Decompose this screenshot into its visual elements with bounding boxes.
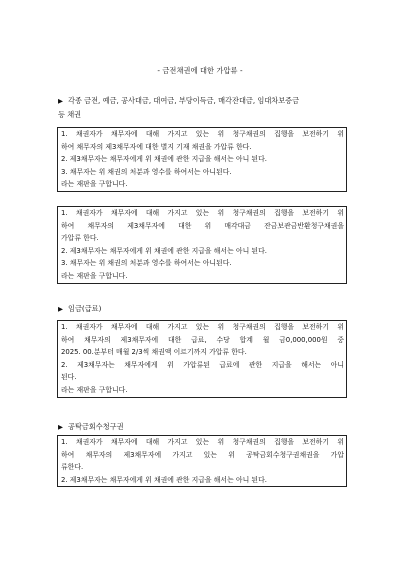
claim-line: 1. 채권자가 채무자에 대해 가지고 있는 위 청구채권의 집행을 보전하기 위 (61, 323, 344, 331)
claim-line: 2. 제3채무자는 채무자에게 위 가압류된 급료에 관한 지급을 해서는 아니 (61, 360, 344, 369)
heading-line: 임금(급료) (68, 304, 102, 313)
heading-line: 각종 금전, 예금, 공사대금, 대여금, 부당이득금, 매각잔대금, 임대차보증금 (68, 96, 300, 105)
claim-box (57, 206, 347, 284)
heading-line: 공탁금회수청구권 (68, 422, 124, 431)
claim-line: 3. 채무자는 위 채권의 처분과 영수를 하여서는 아니된다. (61, 167, 232, 176)
triangle-right-icon: ▶ (58, 305, 63, 313)
closing-line: 라는 재판을 구합니다. (61, 271, 128, 280)
claim-line: 2. 제3채무자는 채무자에게 위 채권에 관한 지급을 해서는 아니 된다. (61, 246, 267, 255)
section-heading-monetary-claims (58, 94, 350, 121)
triangle-right-icon: ▶ (58, 423, 63, 431)
claim-box (57, 127, 347, 192)
claim-line: 된다. (61, 373, 77, 382)
claim-line: 1. 채권자가 채무자에 대해 가지고 있는 위 청구채권의 집행을 보전하기 위 (61, 130, 344, 138)
claim-line: 하여 채무자의 제3채무자에 대한 위 매각대금 잔금보관금반환청구채권을 (61, 221, 344, 230)
claim-line: 1. 채권자가 채무자에 대해 가지고 있는 위 청구채권의 집행을 보전하기 위 (61, 209, 344, 217)
claim-line: 2. 제3채무자는 채무자에게 위 채권에 관한 지급을 해서는 아니 된다. (61, 155, 267, 164)
document-title: - 금전채권에 대한 가압류 - (157, 66, 243, 75)
claim-line: 3. 채무자는 위 채권의 처분과 영수를 하여서는 아니된다. (61, 259, 232, 268)
section-heading-wages (58, 302, 350, 316)
heading-line: 등 채권 (58, 110, 82, 119)
claim-box (57, 435, 347, 487)
claim-line: 2025. 00.분부터 매월 2/3씩 채권액 이르기까지 가압류 한다. (61, 348, 247, 357)
claim-line: 가압류 한다. (61, 234, 99, 243)
triangle-right-icon: ▶ (58, 97, 63, 105)
section-heading-deposit-recovery (58, 420, 350, 434)
claim-line: 2. 제3채무자는 채무자에게 위 채권에 관한 지급을 해서는 아니 된다. (61, 475, 267, 484)
claim-line: 1. 채권자가 채무자에 대해 가지고 있는 위 청구채권의 집행을 보전하기 위 (61, 438, 344, 446)
claim-line: 하여 채무자의 제3채무자에 대한 급료, 수당 합계 월 금0,000,000원 중 (61, 335, 344, 344)
claim-line: 류한다. (61, 463, 84, 472)
closing-line: 라는 재판을 구합니다. (61, 385, 128, 394)
claim-box (57, 320, 347, 398)
claim-line: 하여 채무자의 제3채무자에 가지고 있는 위 공탁금회수청구권채권을 가압 (61, 450, 344, 459)
claim-line: 하여 채무자의 제3채무자에 대한 별지 기재 채권을 가압류 한다. (61, 142, 252, 151)
closing-line: 라는 재판을 구합니다. (61, 180, 128, 189)
